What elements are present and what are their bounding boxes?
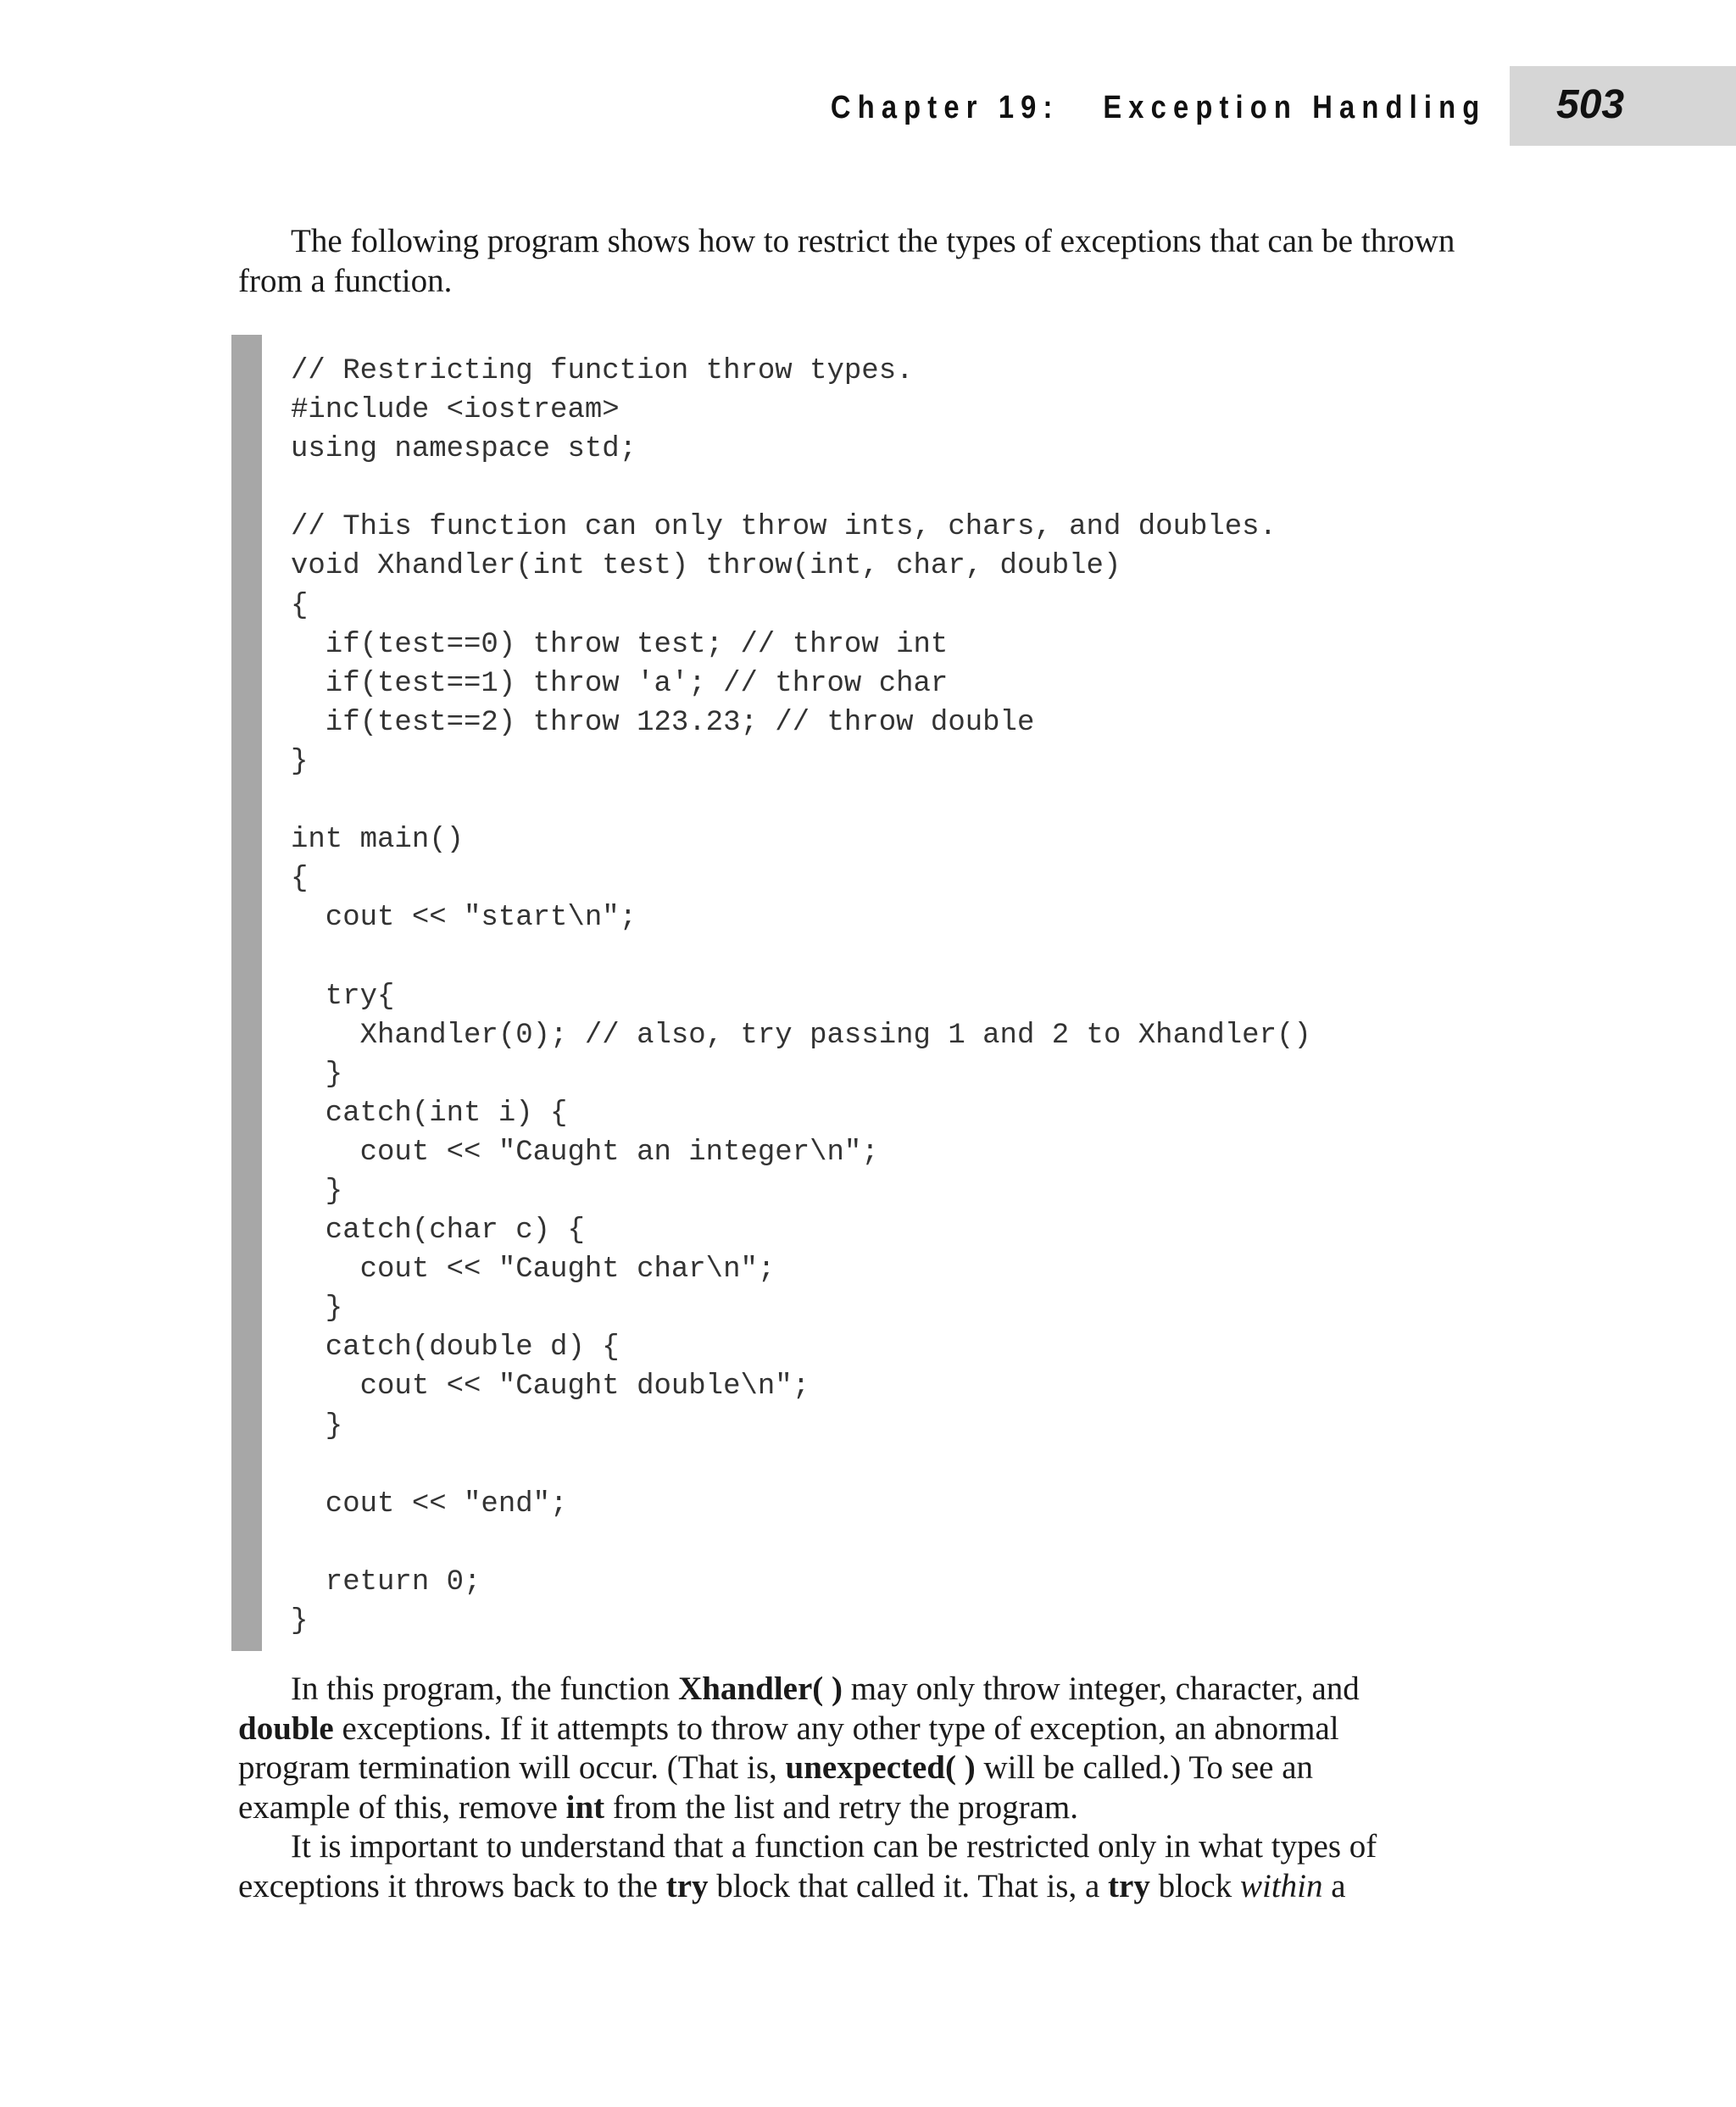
para2-text-7: from the list and retry the program. xyxy=(604,1788,1078,1826)
intro-paragraph xyxy=(238,222,1510,301)
restriction-paragraph xyxy=(238,1827,1510,1906)
para2-text-3: exceptions. If it attempts to throw any other type of exception, an abnormal xyxy=(333,1710,1339,1747)
code-line: return 0; xyxy=(291,1565,481,1598)
code-line: if(test==1) throw 'a'; // throw char xyxy=(291,667,949,700)
page-number-tab xyxy=(1510,66,1736,146)
para3-text-5: a xyxy=(1322,1867,1346,1904)
code-line: cout << "Caught char\n"; xyxy=(291,1254,776,1287)
code-line: using namespace std; xyxy=(291,433,637,466)
para3-term-try: try xyxy=(665,1867,709,1904)
code-line: cout << "Caught an integer\n"; xyxy=(291,1136,879,1169)
code-line xyxy=(291,469,1311,508)
para2-term-unexpected: unexpected( ) xyxy=(785,1749,976,1786)
para2-text-1: In this program, the function xyxy=(291,1671,679,1707)
code-line: cout << "start\n"; xyxy=(291,902,637,935)
code-line: int main() xyxy=(291,824,465,857)
para3-term-try-2: try xyxy=(1108,1867,1150,1904)
code-line xyxy=(291,1524,1311,1563)
code-line: if(test==2) throw 123.23; // throw double xyxy=(291,706,1035,739)
code-listing xyxy=(231,335,1503,1651)
code-line: #include <iostream> xyxy=(291,394,620,427)
code-line: } xyxy=(291,1175,343,1208)
code-line: if(test==0) throw test; // throw int xyxy=(291,628,949,661)
para2-text-2: may only throw integer, character, and xyxy=(843,1671,1360,1707)
code-line: { xyxy=(291,589,309,622)
running-head xyxy=(0,66,1736,146)
para2-text-5: will be called.) To see an xyxy=(975,1749,1314,1786)
page-number: 503 xyxy=(1556,82,1625,127)
code-line: { xyxy=(291,863,309,896)
para2-text-6: example of this, remove xyxy=(238,1788,566,1826)
para3-text-2: exceptions it throws back to the xyxy=(238,1867,666,1904)
para2-term-double: double xyxy=(238,1710,334,1747)
code-lines xyxy=(291,352,1311,1641)
code-line xyxy=(291,781,1311,820)
code-line: Xhandler(0); // also, try passing 1 and 2 to Xhandler() xyxy=(291,1019,1311,1052)
chapter-title: Chapter 19: Exception Handling xyxy=(830,90,1486,125)
code-line: cout << "Caught double\n"; xyxy=(291,1370,810,1404)
explanation-paragraph xyxy=(238,1670,1510,1827)
code-line: catch(int i) { xyxy=(291,1097,568,1130)
code-line: // This function can only throw ints, chars, and doubles. xyxy=(291,511,1277,544)
code-line: cout << "end"; xyxy=(291,1487,568,1520)
code-line: // Restricting function throw types. xyxy=(291,355,914,387)
code-line: } xyxy=(291,745,309,778)
code-line: } xyxy=(291,1605,309,1637)
code-line: catch(double d) { xyxy=(291,1331,620,1365)
code-line: } xyxy=(291,1293,343,1326)
para2-term-xhandler: Xhandler( ) xyxy=(678,1671,843,1707)
code-line xyxy=(291,1446,1311,1485)
code-margin-bar xyxy=(231,335,262,1651)
para2-term-int: int xyxy=(565,1788,605,1826)
code-line: } xyxy=(291,1058,343,1091)
code-line: try{ xyxy=(291,980,395,1013)
intro-text: The following program shows how to restrict the types of exceptions that can be thrown from a function. xyxy=(238,223,1455,299)
code-line: void Xhandler(int test) throw(int, char, double) xyxy=(291,550,1121,583)
para3-text-3: block that called it. That is, a xyxy=(708,1867,1109,1904)
para3-text-1: It is important to understand that a function can be restricted only in what types of xyxy=(291,1828,1377,1865)
code-line: } xyxy=(291,1409,343,1443)
para2-text-4: program termination will occur. (That is, xyxy=(238,1749,786,1786)
code-line: catch(char c) { xyxy=(291,1215,585,1248)
para3-term-within: within xyxy=(1240,1867,1323,1904)
para3-text-4: block xyxy=(1149,1867,1240,1904)
code-line xyxy=(291,937,1311,976)
